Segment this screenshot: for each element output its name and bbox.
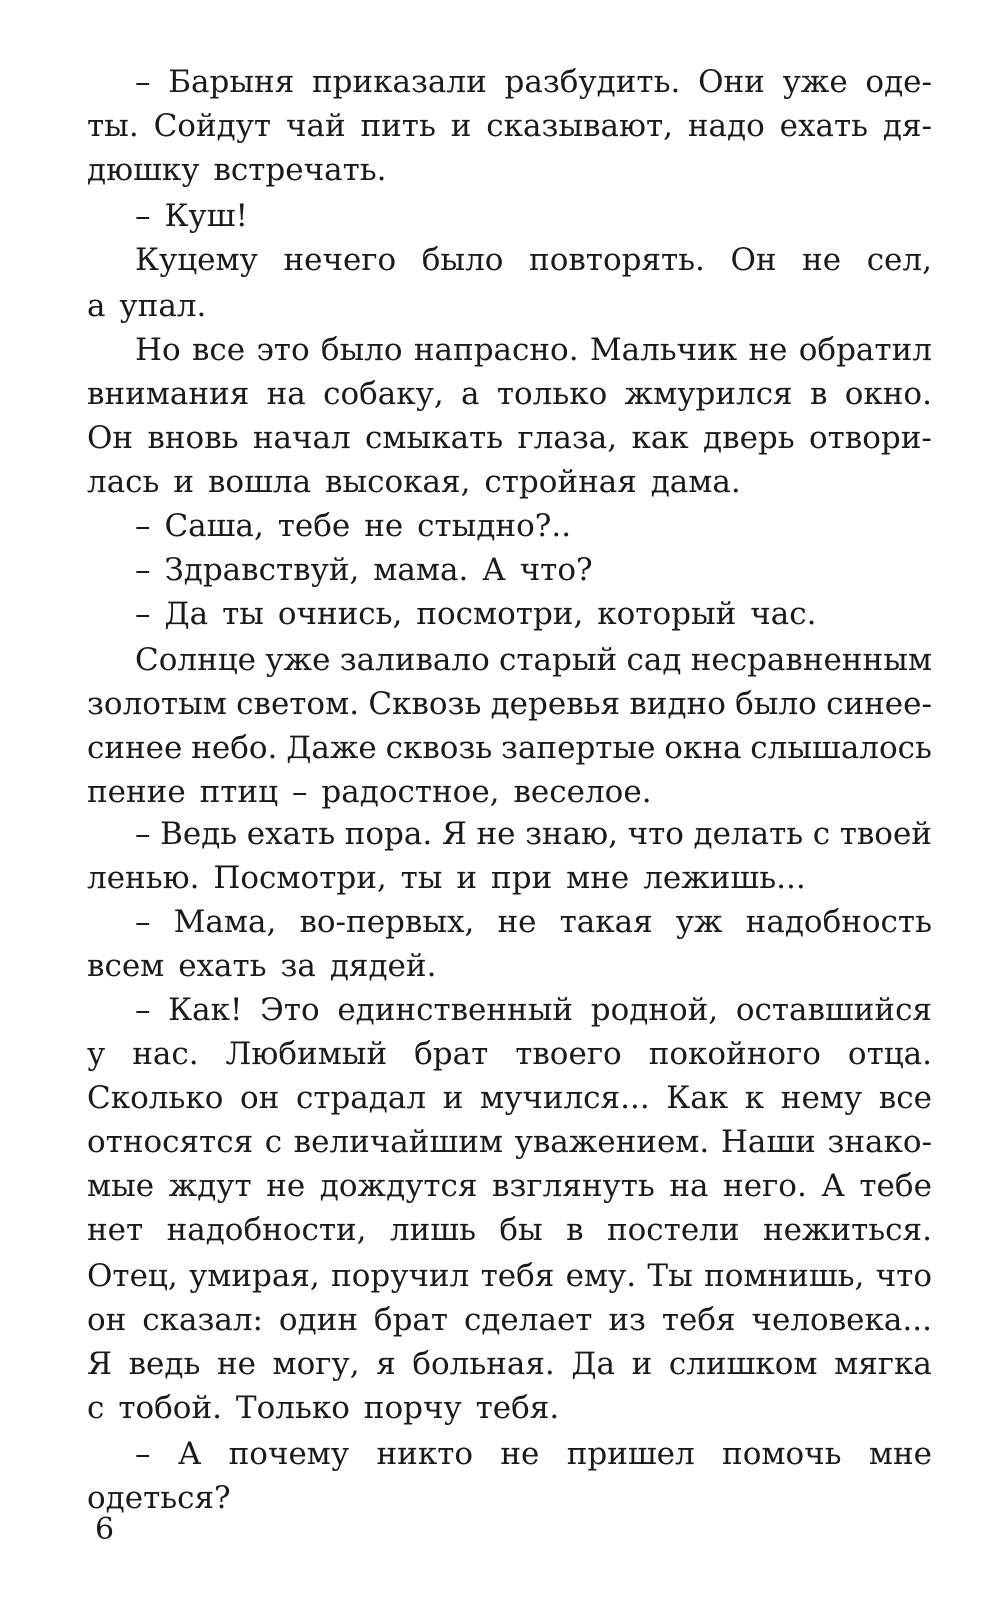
word: Мальчик — [589, 332, 738, 368]
word: единственный — [337, 992, 574, 1028]
word: надо — [687, 108, 765, 144]
word: было — [421, 242, 504, 278]
word: тебя — [480, 1258, 555, 1294]
word: с — [264, 1124, 283, 1160]
text-line — [87, 194, 932, 238]
word: очнись, — [277, 596, 403, 632]
word: разбудить. — [504, 64, 681, 100]
word: что — [627, 816, 684, 852]
word: Но — [135, 332, 181, 368]
word: который — [597, 596, 737, 632]
word: твоей — [839, 816, 932, 852]
word: что — [875, 1258, 932, 1294]
text-line — [87, 1342, 932, 1386]
word: величайшим — [293, 1124, 504, 1160]
word: у — [87, 1036, 106, 1072]
word: Отец, — [87, 1258, 178, 1294]
word: Куш! — [164, 198, 248, 234]
word: во-первых, — [299, 904, 475, 940]
word: только — [496, 376, 608, 412]
word: нежиться. — [762, 1212, 932, 1248]
word: такая — [559, 904, 653, 940]
word: отвори- — [808, 420, 932, 456]
word: и — [450, 108, 472, 144]
word: всем — [87, 948, 165, 984]
word: Как! — [168, 992, 243, 1028]
text-line — [87, 592, 932, 636]
word: уже — [782, 64, 848, 100]
text-line — [87, 460, 932, 504]
word: уважением. — [514, 1124, 710, 1160]
word: нас. — [132, 1036, 199, 1072]
text-line — [87, 944, 932, 988]
word: все — [191, 332, 246, 368]
word: покойного — [648, 1036, 821, 1072]
word: как — [631, 420, 689, 456]
word: Ты — [647, 1258, 693, 1294]
word: ты — [222, 596, 264, 632]
word: больная. — [412, 1346, 555, 1382]
word: из — [608, 1302, 646, 1338]
word: высокая, — [325, 464, 471, 500]
word: нет — [87, 1212, 144, 1248]
text-line — [87, 1164, 932, 1208]
word: золотым — [87, 686, 227, 722]
word: бы — [499, 1212, 543, 1248]
word: на — [266, 376, 306, 412]
text-line — [87, 1386, 932, 1430]
word: окно. — [844, 376, 932, 412]
word: мама. — [373, 552, 469, 588]
word: Как — [666, 1080, 729, 1116]
word: чай — [285, 108, 346, 144]
word: напрасно. — [413, 332, 579, 368]
word: Посмотри, — [213, 860, 387, 896]
text-line — [87, 1298, 932, 1342]
word: к — [744, 1080, 765, 1116]
word: Сойдут — [153, 108, 272, 144]
word: слышалось — [750, 730, 932, 766]
word: не — [497, 904, 537, 940]
text-line — [87, 1120, 932, 1164]
word: Да — [571, 1346, 616, 1382]
word: отца. — [847, 1036, 932, 1072]
word: не — [500, 1436, 540, 1472]
word: мне — [566, 860, 630, 896]
word: не — [216, 1346, 256, 1382]
word: видно — [629, 686, 726, 722]
word: стройная — [484, 464, 637, 500]
word: встречать. — [213, 152, 387, 188]
word: относятся — [87, 1124, 254, 1160]
word: А — [482, 552, 506, 588]
word: смыкать — [365, 420, 504, 456]
text-line — [87, 104, 932, 148]
word: не — [266, 1168, 306, 1204]
word: сказал: — [142, 1302, 263, 1338]
word: радостное, — [321, 774, 500, 810]
text-line — [87, 284, 932, 328]
word: нему — [780, 1080, 863, 1116]
word: не — [748, 332, 788, 368]
word: тебя — [661, 1302, 736, 1338]
word: вошла — [207, 464, 312, 500]
word: него. — [723, 1168, 807, 1204]
word: ехать — [246, 816, 336, 852]
word: слишком — [668, 1346, 818, 1382]
text-line — [87, 328, 932, 372]
word: никто — [376, 1436, 474, 1472]
word: дверь — [703, 420, 795, 456]
word: небо. — [191, 730, 278, 766]
word: пришел — [566, 1436, 695, 1472]
word: с — [812, 816, 831, 852]
word: уже — [265, 642, 331, 678]
word: ждут — [168, 1168, 252, 1204]
word: вновь — [147, 420, 239, 456]
word: окна — [664, 730, 742, 766]
word: он — [87, 1302, 127, 1338]
text-line — [87, 1432, 932, 1476]
text-line — [87, 238, 932, 282]
word: дама. — [650, 464, 741, 500]
word: обратил — [798, 332, 932, 368]
word: Мама, — [173, 904, 277, 940]
word: он — [240, 1080, 280, 1116]
text-line — [87, 856, 932, 900]
word: Только — [235, 1390, 350, 1426]
word: не — [476, 816, 516, 852]
word: – — [135, 1436, 151, 1472]
word: твоего — [515, 1036, 622, 1072]
word: Они — [698, 64, 765, 100]
word: знаю, — [525, 816, 618, 852]
word: Куцему — [135, 242, 258, 278]
word: упал. — [119, 288, 207, 324]
word: несравненным — [690, 642, 932, 678]
word: внимания — [87, 376, 250, 412]
word: сад — [626, 642, 682, 678]
word: было — [735, 686, 817, 722]
text-line — [87, 1076, 932, 1120]
word: сквозь — [385, 730, 493, 766]
text-line — [87, 988, 932, 1032]
word: – — [135, 508, 151, 544]
word: и — [442, 1080, 464, 1116]
word: за — [280, 948, 316, 984]
word: с — [87, 1390, 105, 1426]
word: старый — [499, 642, 618, 678]
word: и — [173, 464, 195, 500]
word: лась — [87, 464, 160, 500]
word: лежишь... — [643, 860, 806, 896]
word: могу, — [272, 1346, 360, 1382]
word: час. — [750, 596, 817, 632]
word: сделает — [463, 1302, 593, 1338]
text-line — [87, 504, 932, 548]
word: уж — [675, 904, 723, 940]
word: пить — [360, 108, 436, 144]
word: мне — [868, 1436, 932, 1472]
word: тебя. — [475, 1390, 560, 1426]
word: Это — [260, 992, 320, 1028]
text-line — [87, 148, 932, 192]
word: брат — [414, 1036, 489, 1072]
word: – — [135, 64, 151, 100]
word: один — [278, 1302, 358, 1338]
word: помочь — [722, 1436, 842, 1472]
word: дядей. — [329, 948, 437, 984]
word: почему — [228, 1436, 350, 1472]
word: было — [320, 332, 403, 368]
text-line — [87, 1476, 932, 1520]
word: синее- — [826, 686, 932, 722]
word: мягка — [834, 1346, 932, 1382]
word: в — [566, 1212, 584, 1248]
word: Солнце — [135, 642, 257, 678]
word: все — [878, 1080, 932, 1116]
word: пение — [87, 774, 186, 810]
word: – — [135, 552, 151, 588]
word: светом. — [236, 686, 360, 722]
word: начал — [252, 420, 351, 456]
word: не — [364, 508, 404, 544]
word: заливало — [339, 642, 490, 678]
word: – — [135, 904, 151, 940]
word: повторять. — [529, 242, 705, 278]
word: Саша, — [164, 508, 264, 544]
text-line — [87, 726, 932, 770]
text-line — [87, 638, 932, 682]
word: лишь — [389, 1212, 476, 1248]
word: синее — [87, 730, 183, 766]
word: оде- — [865, 64, 932, 100]
word: – — [135, 198, 151, 234]
word: ленью. — [87, 860, 200, 896]
page-number: 6 — [95, 1512, 115, 1547]
word: птиц — [199, 774, 279, 810]
word: Да — [164, 596, 209, 632]
word: собаку, — [323, 376, 444, 412]
word: сел, — [866, 242, 932, 278]
word: человека... — [751, 1302, 932, 1338]
word: А — [821, 1168, 845, 1204]
word: одеться? — [87, 1480, 231, 1516]
word: что? — [519, 552, 593, 588]
word: дождутся — [319, 1168, 478, 1204]
word: делать — [693, 816, 804, 852]
word: ты. — [87, 108, 139, 144]
word: А — [177, 1436, 202, 1472]
text-line — [87, 1032, 932, 1076]
word: Сколько — [87, 1080, 224, 1116]
word: я — [376, 1346, 396, 1382]
text-line — [87, 682, 932, 726]
word: при — [491, 860, 553, 896]
word: надобности, — [166, 1212, 367, 1248]
word: родной, — [590, 992, 719, 1028]
word: Я — [441, 816, 467, 852]
word: жмурился — [624, 376, 793, 412]
word: запертые — [501, 730, 656, 766]
word: – — [135, 816, 151, 852]
word: а — [87, 288, 106, 324]
text-line — [87, 60, 932, 104]
word: надобность — [745, 904, 932, 940]
text-line — [87, 900, 932, 944]
word: и — [631, 1346, 653, 1382]
word: тобой. — [118, 1390, 222, 1426]
word: ехать — [779, 108, 868, 144]
word: сказывают, — [486, 108, 673, 144]
word: оставшийся — [735, 992, 932, 1028]
word: деревья — [490, 686, 621, 722]
word: тебе — [277, 508, 351, 544]
word: мые — [87, 1168, 155, 1204]
word: а — [461, 376, 480, 412]
word: на — [669, 1168, 709, 1204]
word: Наши — [720, 1124, 816, 1160]
word: мучился... — [479, 1080, 650, 1116]
word: ты — [400, 860, 443, 896]
word: – — [135, 596, 151, 632]
word: посмотри, — [416, 596, 584, 632]
word: знако- — [827, 1124, 932, 1160]
word: пора. — [344, 816, 433, 852]
word: в — [809, 376, 828, 412]
word: постели — [606, 1212, 740, 1248]
word: глаза, — [517, 420, 618, 456]
word: страдал — [295, 1080, 427, 1116]
word: Барыня — [168, 64, 295, 100]
word: поручил — [331, 1258, 470, 1294]
word: Он — [730, 242, 777, 278]
word: порчу — [363, 1390, 462, 1426]
word: ведь — [128, 1346, 201, 1382]
word: – — [291, 774, 308, 810]
text-line — [87, 548, 932, 592]
word: Любимый — [225, 1036, 388, 1072]
word: ему. — [565, 1258, 637, 1294]
word: Здравствуй, — [164, 552, 360, 588]
text-line — [87, 416, 932, 460]
word: приказали — [312, 64, 487, 100]
word: помнишь, — [704, 1258, 865, 1294]
word: – — [135, 992, 151, 1028]
word: нечего — [283, 242, 397, 278]
word: дя- — [882, 108, 932, 144]
word: Сквозь — [368, 686, 482, 722]
text-line — [87, 372, 932, 416]
text-line — [87, 1208, 932, 1252]
word: Ведь — [160, 816, 238, 852]
word: Даже — [286, 730, 377, 766]
text-line — [87, 1254, 932, 1298]
text-line — [87, 770, 932, 814]
text-line — [87, 812, 932, 856]
word: Я — [87, 1346, 113, 1382]
word: это — [256, 332, 310, 368]
word: не — [802, 242, 842, 278]
word: стыдно?.. — [417, 508, 572, 544]
word: дюшку — [87, 152, 200, 188]
word: брат — [373, 1302, 449, 1338]
word: тебе — [859, 1168, 932, 1204]
word: и — [456, 860, 478, 896]
word: ехать — [178, 948, 267, 984]
word: умирая, — [188, 1258, 320, 1294]
word: взглянуть — [492, 1168, 655, 1204]
word: Он — [87, 420, 134, 456]
word: веселое. — [513, 774, 652, 810]
